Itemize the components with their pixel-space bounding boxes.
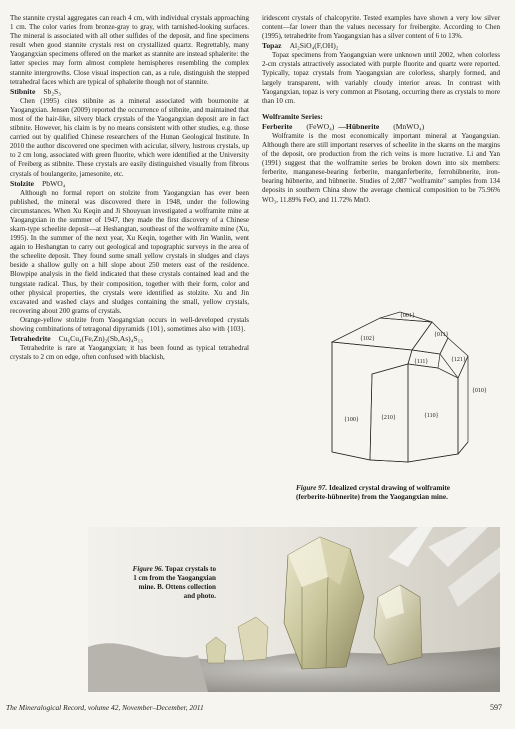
right-column <box>262 14 500 205</box>
figure-97-caption-text: Idealized crystal drawing of wolframite (ferberite-hübnerite) from the Yaogangxian mine. <box>296 484 450 501</box>
stibnite-formula: Sb₂S₃ <box>43 86 61 96</box>
ferberite-formula: (FeWO₄) <box>306 121 335 131</box>
label-001: {001} <box>400 313 415 319</box>
label-121: {121} <box>451 357 466 363</box>
figure-97-caption-lead: Figure 97. <box>296 484 328 492</box>
tetrahedrite-formula: Cu₆Cu₄(Fe,Zn)₂(Sb,As)₄S₁₃ <box>58 334 143 344</box>
page-footer <box>6 703 502 712</box>
topaz-name: Topaz <box>262 41 282 51</box>
topaz-photo <box>88 527 500 692</box>
left-column <box>10 14 249 362</box>
stolzite-paragraph-1: Although no formal report on stolzite from Yaogangxian has ever been published, the mineral was discovered there in 1948, under the following circumstances. When Xu Keqin and Ji Shouyuan investigated a wolframite mine at Yaogangxian in the summer of 1947, they made the first discovery of a Chinese skarn-type scheelite deposit—at Heshangtan, southeast of the wolframite mine (Xu, 1995). In the summer of the next year, Xu Keqin, together with Jin Wanlin, went again to Heshangtan to carry out geological and topographic surveys in the area of the scheelite deposit. They found some small yellow crystals in sludges and clays beside a shallow gully on a hill slope about 250 meters east of the residence. Blowpipe analysis in the field indicated that these crystals contained lead and the tungstate radical. Thus, by their composition, together with their form, color and other physical properties, the crystals were identified as stolzite. Xu and Jin excavated and washed clays and sludges containing the small, yellow crystals, recovering about 200 grams of crystals. <box>10 188 249 315</box>
tetrahedrite-name: Tetrahedrite <box>10 334 51 344</box>
topaz-paragraph: Topaz specimens from Yaogangxian were unknown until 2002, when colorless 2-cm crystals attractively associated with purple fluorite and quartz were reported. Typically, topaz crystals from Yaogangxian are colorless, sharply formed, and largely transparent, with variably cloudy interior areas. In contrast with Yaogangxian, topaz is very common at Pisotang, occurring there as crystals to more than 10 cm. <box>262 51 500 105</box>
crystal-drawing <box>262 292 500 492</box>
figure-97-caption <box>296 484 468 502</box>
topaz-photo-image <box>88 527 500 692</box>
label-102: {102} <box>360 336 375 342</box>
hubnerite-formula: (MnWO₄) <box>393 121 425 131</box>
crystal-face-210 <box>370 364 408 462</box>
crystal-face-100-outline <box>332 342 412 460</box>
wolframite-series-heading: Wolframite Series: <box>262 111 323 121</box>
tetrahedrite-heading <box>10 334 249 344</box>
topaz-formula: Al₂SiO₄(F,OH)₂ <box>289 41 339 51</box>
figure-96-caption <box>130 565 216 601</box>
figure-96-caption-text: Topaz crystals to 1 cm from the Yaogangxian mine. B. Ottens collection and photo. <box>133 565 216 600</box>
stibnite-paragraph: Chen (1995) cites stibnite as a mineral associated with bournonite at Yaogangxian. Jensen (2009) reported the occurrence of stibnite, and maintained that most of the hair-like, silvery black crystals of the Yaogangxian deposit are in fact stibnite. However, his claim is by no means consistent with other studies, e.g. those carried out by qualified Chinese researchers of the Hunan Geological Institute. In 2010 the author discovered one specimen with acicular, silvery, lustrous crystals, up to 2 cm long, associated with green fluorite, which were identified at the University of Freiberg as stibnite. These crystals are easily distinguished visually from fibrous crystals of boulangerite, jamesonite, etc. <box>10 96 249 178</box>
label-210: {210} <box>381 415 396 421</box>
ferberite-heading <box>262 122 500 132</box>
stibnite-name: Stibnite <box>10 86 36 96</box>
stannite-paragraph: The stannite crystal aggregates can reach 4 cm, with individual crystals approaching 1 cm. The color varies from bronze-gray to gray, with tarnished-looking surfaces. The mineral is associated with all other sulfides of the deposit, and fine specimens result when good stannite crystals rest on crystallized quartz. Regrettably, many Yaogangxian specimens offered on the market as stannite are instead sphalerite: the latter species may form almost complete hemispheres resembling the complex stannite intergrowths. Close visual inspection can, as a rule, distinguish the stepped tetrahedral faces which are typical of sphalerite though not of stannite. <box>10 14 249 86</box>
label-100: {100} <box>344 417 359 423</box>
stolzite-formula: PbWO₄ <box>42 178 66 188</box>
figure-96-caption-lead: Figure 96. <box>132 565 164 573</box>
crystal-face-102 <box>332 318 432 350</box>
label-011: {011} <box>434 332 449 338</box>
hubnerite-name: —Hübnerite <box>338 121 380 131</box>
tetrahedrite-continued-paragraph: iridescent crystals of chalcopyrite. Tested examples have shown a very low silver content—far lower than the values necessary for freibergite. According to Chen (1995), tetrahedrite from Yaogangxian has a silver content of 6 to 13%. <box>262 14 500 41</box>
page-number: 597 <box>490 703 502 712</box>
ferberite-name: Ferberite <box>262 121 293 131</box>
topaz-heading <box>262 41 500 51</box>
stolzite-heading <box>10 179 249 189</box>
journal-citation: The Mineralogical Record, volume 42, November–December, 2011 <box>6 703 204 712</box>
crystal-face-010 <box>458 356 468 454</box>
label-111: {111} <box>414 359 429 365</box>
stibnite-heading <box>10 87 249 97</box>
wolframite-paragraph: Wolframite is the most economically important mineral at Yaogangxian. Although there are still important reserves of scheelite in the skarns on the margins of the deposit, ore production from the rich veins is more lucrative. Li and Yan (1991) suggest that the wolframite series be broken down into six members: ferberite, manganese-bearing ferberite, manganferberite, ferrohübnerite, iron-bearing hübnerite, and hübnerite. Studies of 2,087 "wolframite" samples from 134 deposits in southern China show the average chemical composition to be 75.96% WO₃, 11.89% FeO, and 11.72% MnO. <box>262 131 500 204</box>
stolzite-paragraph-2: Orange-yellow stolzite from Yaogangxian occurs in well-developed crystals showing combinations of tetragonal dipyramids {101}, sometimes also with {103}. <box>10 315 249 333</box>
stolzite-name: Stolzite <box>10 178 35 188</box>
tetrahedrite-paragraph: Tetrahedrite is rare at Yaogangxian; it has been found as typical tetrahedral crystals to 2 cm on edge, often confused with blackish, <box>10 344 249 362</box>
crystal-drawing-figure <box>262 292 500 492</box>
label-110: {110} <box>424 413 439 419</box>
label-010: {010} <box>472 388 487 394</box>
